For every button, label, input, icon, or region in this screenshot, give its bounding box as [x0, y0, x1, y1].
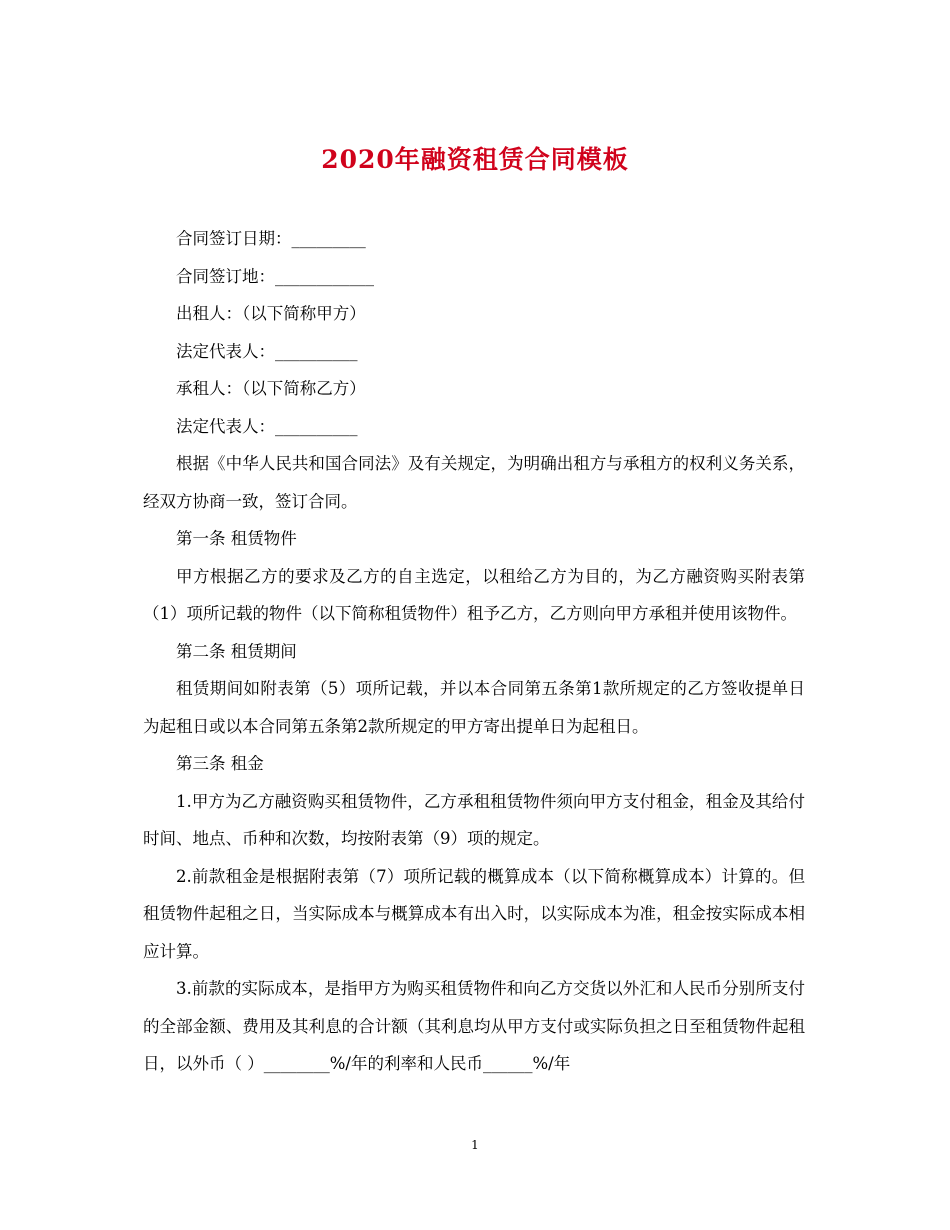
- field-signing-place: 合同签订地：____________: [176, 266, 374, 286]
- field-lessee-representative: 法定代表人：__________: [176, 416, 358, 436]
- blank-line: _________: [291, 229, 366, 248]
- article-1-heading: 第一条 租赁物件: [176, 529, 297, 548]
- blank-line: ____________: [275, 266, 374, 286]
- field-signing-date: 合同签订日期：_________: [176, 229, 366, 248]
- article-3-heading: 第三条 租金: [176, 754, 264, 773]
- article-2-text: 租赁期间如附表第（5）项所记载，并以本合同第五条第1款所规定的乙方签收提单日为起租日或以本合同第五条第2款所规定的甲方寄出提单日为起租日。: [143, 679, 805, 736]
- article-3-item-3: 3.前款的实际成本，是指甲方为购买租赁物件和向乙方交货以外汇和人民币分别所支付的全部金额、费用及其利息的合计额（其利息均从甲方支付或实际负担之日至租赁物件起租日，以外币（ ）________%/年的利率和人民币______%/年: [143, 979, 805, 1073]
- document-body: [143, 220, 805, 1083]
- document-title: 2020年融资租赁合同模板: [321, 145, 629, 174]
- article-3-item-2: 2.前款租金是根据附表第（7）项所记载的概算成本（以下简称概算成本）计算的。但租赁物件起租之日，当实际成本与概算成本有出入时，以实际成本为准，租金按实际成本相应计算。: [143, 866, 805, 961]
- blank-line: __________: [275, 341, 358, 361]
- intro-paragraph: 根据《中华人民共和国合同法》及有关规定，为明确出租方与承租方的权利义务关系，经双方协商一致，签订合同。: [143, 454, 805, 511]
- page-number: 1: [471, 1138, 479, 1152]
- article-3-item-1: 1.甲方为乙方融资购买租赁物件，乙方承租租赁物件须向甲方支付租金，租金及其给付时间、地点、币种和次数，均按附表第（9）项的规定。: [143, 791, 805, 848]
- field-lessor-representative: 法定代表人：__________: [176, 341, 358, 361]
- field-lessee: 承租人：（以下简称乙方）: [176, 379, 366, 398]
- field-lessor: 出租人：（以下简称甲方）: [176, 304, 366, 323]
- article-1-text: 甲方根据乙方的要求及乙方的自主选定，以租给乙方为目的，为乙方融资购买附表第（1）项所记载的物件（以下简称租赁物件）租予乙方，乙方则向甲方承租并使用该物件。: [143, 566, 805, 623]
- blank-line: __________: [275, 416, 358, 436]
- article-2-heading: 第二条 租赁期间: [176, 641, 297, 661]
